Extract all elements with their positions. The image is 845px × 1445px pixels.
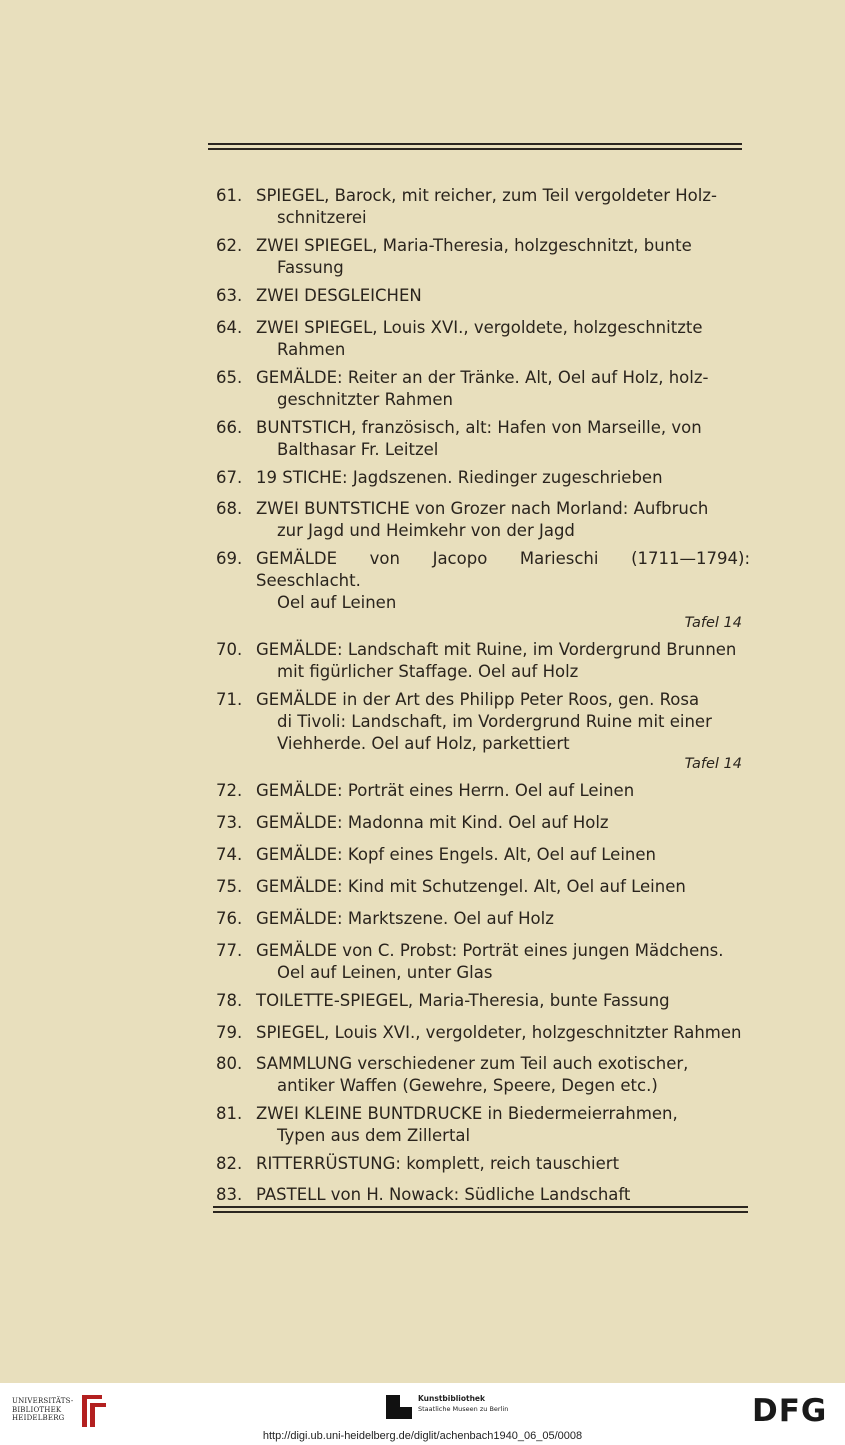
source-url[interactable]: http://digi.ub.uni-heidelberg.de/diglit/achenbach1940_06_05/0008	[262, 1430, 583, 1442]
entry-line-continued: Balthasar Fr. Leitzel	[277, 440, 439, 459]
catalog-entry	[208, 185, 750, 229]
catalog-entry	[208, 639, 750, 683]
entry-number: 63.	[216, 286, 243, 305]
footer-bar	[0, 1383, 845, 1445]
dfg-logo: DFG	[752, 1393, 828, 1429]
kunstbibliothek-subtitle: Staatliche Museen zu Berlin	[418, 1405, 509, 1413]
entry-line-continued: Viehherde. Oel auf Holz, parkettiert	[277, 734, 570, 753]
uni-line-3: HEIDELBERG	[12, 1414, 65, 1422]
uni-library-name	[12, 1397, 76, 1423]
entry-line-first: ZWEI DESGLEICHEN	[256, 286, 422, 305]
entry-description	[256, 1184, 750, 1206]
entry-line-first: TOILETTE-SPIEGEL, Maria-Theresia, bunte Fassung	[256, 991, 670, 1010]
entry-description	[256, 1053, 750, 1097]
entry-line-first: PASTELL von H. Nowack: Südliche Landschaft	[256, 1185, 631, 1204]
catalog-entry	[208, 1184, 750, 1206]
entry-line-first: GEMÄLDE von C. Probst: Porträt eines jungen Mädchens.	[256, 941, 724, 960]
entry-number: 76.	[216, 909, 243, 928]
entry-number: 81.	[216, 1104, 243, 1123]
entry-description	[256, 990, 750, 1012]
entry-line-first: GEMÄLDE: Marktszene. Oel auf Holz	[256, 909, 554, 928]
entry-description	[256, 548, 750, 614]
entry-number: 80.	[216, 1054, 243, 1073]
catalog-entry	[208, 689, 750, 774]
uni-line-1: UNIVERSITÄTS-	[12, 1397, 74, 1405]
entry-number: 68.	[216, 499, 243, 518]
entry-description	[256, 780, 750, 802]
entry-number: 79.	[216, 1023, 243, 1042]
entry-line-first: ZWEI SPIEGEL, Louis XVI., vergoldete, holzgeschnitzte	[256, 318, 703, 337]
entry-line-continued: mit figürlicher Staffage. Oel auf Holz	[277, 662, 579, 681]
catalog-entry	[208, 417, 750, 461]
entry-description	[256, 908, 750, 930]
entry-description	[256, 185, 750, 229]
entry-line-first: ZWEI BUNTSTICHE von Grozer nach Morland: Aufbruch	[256, 499, 709, 518]
entry-number: 73.	[216, 813, 243, 832]
entry-line-first: GEMÄLDE: Landschaft mit Ruine, im Vordergrund Brunnen	[256, 640, 737, 659]
catalog-entry	[208, 235, 750, 279]
entry-number: 74.	[216, 845, 243, 864]
entry-number: 82.	[216, 1154, 243, 1173]
uni-line-2: BIBLIOTHEK	[12, 1405, 62, 1414]
catalog-entry	[208, 548, 750, 633]
entry-line-first: SPIEGEL, Barock, mit reicher, zum Teil vergoldeter Holz-	[256, 186, 717, 205]
entry-line-continued: Rahmen	[277, 340, 346, 359]
catalog-entry	[208, 1022, 750, 1044]
entry-line-first: BUNTSTICH, französisch, alt: Hafen von Marseille, von	[256, 418, 702, 437]
entry-line-first: GEMÄLDE in der Art des Philipp Peter Roos, gen. Rosa	[256, 690, 700, 709]
entry-description	[256, 1022, 750, 1044]
entry-number: 77.	[216, 941, 243, 960]
catalog-entry	[208, 780, 750, 802]
entry-description	[256, 940, 750, 984]
entry-line-continued: Oel auf Leinen, unter Glas	[277, 963, 493, 982]
entry-line-continued: schnitzerei	[277, 208, 367, 227]
uni-heidelberg-logo	[12, 1393, 107, 1429]
entry-number: 78.	[216, 991, 243, 1010]
entry-line-continued: zur Jagd und Heimkehr von der Jagd	[277, 521, 575, 540]
entry-line-first: GEMÄLDE: Madonna mit Kind. Oel auf Holz	[256, 813, 609, 832]
entry-description	[256, 1103, 750, 1147]
catalog-entry	[208, 367, 750, 411]
entry-description	[256, 498, 750, 542]
entry-description	[256, 235, 750, 279]
kunstbibliothek-logo	[386, 1393, 546, 1423]
bottom-double-rule	[213, 1206, 748, 1213]
catalog-list	[208, 185, 750, 1206]
uni-seal-icon	[78, 1393, 108, 1429]
entry-line-continued: Oel auf Leinen	[277, 593, 397, 612]
catalog-entry	[208, 1103, 750, 1147]
entry-line-first: GEMÄLDE von Jacopo Marieschi (1711—1794): Seeschlacht.	[256, 549, 750, 590]
entry-line-first: SPIEGEL, Louis XVI., vergoldeter, holzgeschnitzter Rahmen	[256, 1023, 742, 1042]
entry-line-first: GEMÄLDE: Reiter an der Tränke. Alt, Oel auf Holz, holz-	[256, 368, 709, 387]
entry-number: 70.	[216, 640, 243, 659]
entry-description	[256, 1153, 750, 1175]
entry-description	[256, 812, 750, 834]
catalog-entry	[208, 1053, 750, 1097]
entry-description	[256, 639, 750, 683]
catalog-entry	[208, 498, 750, 542]
entry-number: 71.	[216, 690, 243, 709]
entry-line-first: SAMMLUNG verschiedener zum Teil auch exotischer,	[256, 1054, 689, 1073]
kunstbibliothek-mark-icon	[386, 1395, 412, 1419]
entry-line-first: GEMÄLDE: Kopf eines Engels. Alt, Oel auf Leinen	[256, 845, 656, 864]
entry-line-continued: di Tivoli: Landschaft, im Vordergrund Ruine mit einer	[277, 712, 712, 731]
entry-line-continued: Fassung	[277, 258, 344, 277]
entry-number: 64.	[216, 318, 243, 337]
entry-number: 72.	[216, 781, 243, 800]
entry-number: 61.	[216, 186, 243, 205]
plate-reference: Tafel 14	[684, 615, 742, 631]
entry-description	[256, 367, 750, 411]
catalog-entry	[208, 940, 750, 984]
entry-line-first: RITTERRÜSTUNG: komplett, reich tauschiert	[256, 1154, 620, 1173]
entry-line-first: ZWEI SPIEGEL, Maria-Theresia, holzgeschnitzt, bunte	[256, 236, 692, 255]
entry-description	[256, 285, 750, 307]
catalog-entry	[208, 467, 750, 489]
entry-number: 67.	[216, 468, 243, 487]
entry-line-first: GEMÄLDE: Porträt eines Herrn. Oel auf Leinen	[256, 781, 635, 800]
entry-description	[256, 844, 750, 866]
top-double-rule	[208, 143, 742, 150]
entry-number: 65.	[216, 368, 243, 387]
entry-line-continued: geschnitzter Rahmen	[277, 390, 453, 409]
entry-number: 69.	[216, 549, 243, 568]
catalog-entry	[208, 1153, 750, 1175]
entry-description	[256, 317, 750, 361]
entry-description	[256, 467, 750, 489]
entry-description	[256, 689, 750, 755]
catalog-entry	[208, 908, 750, 930]
entry-number: 62.	[216, 236, 243, 255]
catalog-entry	[208, 844, 750, 866]
entry-number: 83.	[216, 1185, 243, 1204]
kunstbibliothek-title: Kunstbibliothek	[418, 1394, 486, 1403]
entry-description	[256, 876, 750, 898]
entry-line-continued: antiker Waffen (Gewehre, Speere, Degen etc.)	[277, 1076, 658, 1095]
entry-line-first: 19 STICHE: Jagdszenen. Riedinger zugeschrieben	[256, 468, 663, 487]
catalog-entry	[208, 876, 750, 898]
catalog-entry	[208, 317, 750, 361]
catalog-entry	[208, 812, 750, 834]
entry-line-continued: Typen aus dem Zillertal	[277, 1126, 471, 1145]
catalog-entry	[208, 285, 750, 307]
entry-number: 66.	[216, 418, 243, 437]
entry-description	[256, 417, 750, 461]
entry-line-first: GEMÄLDE: Kind mit Schutzengel. Alt, Oel auf Leinen	[256, 877, 686, 896]
entry-line-first: ZWEI KLEINE BUNTDRUCKE in Biedermeierrahmen,	[256, 1104, 678, 1123]
entry-number: 75.	[216, 877, 243, 896]
plate-reference: Tafel 14	[684, 756, 742, 772]
catalog-entry	[208, 990, 750, 1012]
